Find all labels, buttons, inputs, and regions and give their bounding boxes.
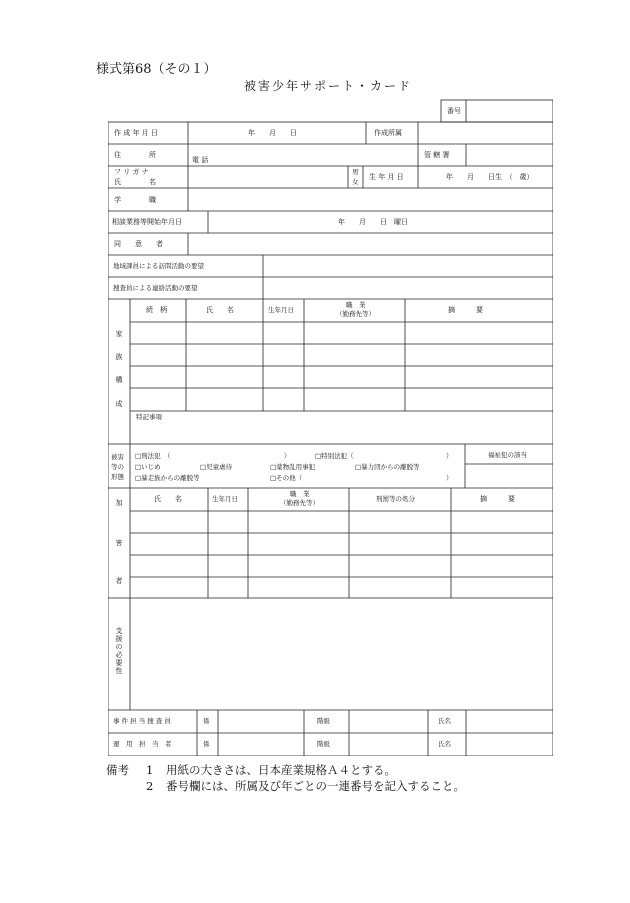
case-officer-section-field[interactable] [222,712,300,730]
name-field[interactable] [192,168,344,186]
form-title: 被害少年サポート・カード [244,79,413,93]
jurisdiction-field[interactable] [470,146,550,164]
option-other-close: ） [446,474,453,482]
welfare-label: 福祉犯の該当 [488,451,527,459]
family-col-name: 氏 名 [206,306,234,314]
family-col-birth: 生年月日 [268,306,294,314]
family-col-remarks: 摘 要 [448,306,483,314]
address-field[interactable] [192,146,414,164]
option-drug[interactable]: □薬物乱用事犯 [270,463,316,471]
birth-field[interactable]: 年 月 日生 （ 歳） [446,173,534,181]
perp-col-name: 氏 名 [154,495,182,503]
operator-section-field[interactable] [222,735,300,753]
damage-side-3: 形態 [111,473,124,481]
case-officer-name-field[interactable] [470,712,550,730]
birth-label: 生 年 月 日 [369,173,404,181]
visit-request-label: 地域課員による訪問活動の要望 [113,262,204,270]
note-2-number: 2 [146,779,154,793]
option-bullying[interactable]: □いじめ [135,463,161,471]
case-officer-rank-field[interactable] [353,712,425,730]
support-side-3: の [115,643,123,651]
created-date-label: 作 成 年 月 日 [114,129,158,137]
contact-request-field[interactable] [267,279,550,297]
contact-request-label: 捜査員による連絡活動の要望 [113,284,198,292]
number-label: 番号 [447,107,461,115]
case-officer-label: 事 件 担 当 捜 査 員 [113,717,171,725]
school-field[interactable] [192,190,550,208]
support-card-form [108,98,553,756]
family-col-job-sub: （勤務先等） [336,310,375,318]
operator-section-label: 係 [203,740,210,748]
family-side-4: 成 [115,400,123,408]
created-date-field[interactable]: 年 月 日 [248,129,297,137]
furigana-label: フ リ ガ ナ [114,168,149,176]
notes-head: 備考 [106,763,129,777]
consult-start-label: 相談業務等開始年月日 [112,218,182,226]
jurisdiction-label: 管 轄 署 [424,151,450,159]
family-side-2: 族 [115,353,123,361]
created-dept-field[interactable] [422,124,550,142]
visit-request-field[interactable] [267,257,550,275]
perp-side-1: 加 [115,499,123,507]
consult-start-field[interactable]: 年 月 日 曜日 [338,218,408,226]
support-side-6: 性 [115,667,123,675]
perp-side-3: 者 [115,577,123,585]
support-side-4: 必 [115,651,123,659]
perp-col-birth: 生年月日 [212,495,238,503]
option-special-law[interactable]: □特別法犯（ [315,452,354,460]
welfare-field[interactable] [468,466,550,486]
perp-col-remarks: 摘 要 [480,495,515,503]
family-side-1: 家 [115,330,123,338]
option-abuse[interactable]: □児童虐待 [200,463,233,471]
option-gang[interactable]: □暴力団からの離脱等 [355,463,420,471]
note-2: 番号欄には、所属及び年ごとの一連番号を記入すること。 [166,779,465,793]
perp-col-job-sub: （勤務先等） [280,499,319,507]
support-side-2: 援 [115,635,123,643]
family-notes-label: 特記事項 [136,413,162,421]
support-side-1: 支 [115,627,123,635]
damage-side-1: 被害 [111,453,124,461]
operator-rank-field[interactable] [353,735,425,753]
option-other[interactable]: □その他（ [270,474,303,482]
operator-name-label: 氏名 [438,740,451,748]
support-side-5: 要 [115,659,123,667]
damage-side-2: 等の [111,463,124,471]
case-officer-section-label: 係 [203,717,210,725]
note-1-number: 1 [146,763,154,777]
perp-side-2: 害 [115,539,123,547]
family-col-job: 職 業 [346,301,366,309]
option-criminal[interactable]: □刑法犯 （ [135,452,171,460]
family-col-relation: 続 柄 [146,306,167,314]
support-need-field[interactable] [134,602,550,706]
consent-field[interactable] [192,235,550,253]
name-label: 氏 名 [114,178,156,186]
phone-label: 電 話 [192,156,209,164]
operator-rank-label: 階級 [317,740,330,748]
operator-label: 運 用 担 当 者 [113,740,172,748]
family-side-3: 構 [115,376,123,384]
option-criminal-close: ） [284,452,291,460]
school-label: 学 職 [114,196,156,204]
form-number: 様式第68（その１） [96,62,217,77]
address-label: 住 所 [114,151,156,159]
operator-name-field[interactable] [470,735,550,753]
case-officer-rank-label: 階級 [317,717,330,725]
sex-male[interactable]: 男 [352,168,359,176]
sex-female[interactable]: 女 [352,178,359,186]
perp-col-job: 職 業 [290,490,310,498]
perp-col-punishment: 刑罰等の処分 [376,495,415,503]
note-1: 用紙の大きさは、日本産業規格Ａ４とする。 [166,763,396,777]
option-biker[interactable]: □暴走族からの離脱等 [135,474,200,482]
number-field[interactable] [470,102,550,120]
case-officer-name-label: 氏名 [438,717,451,725]
consent-label: 同 意 者 [114,240,163,248]
option-special-close: ） [446,452,453,460]
created-dept-label: 作成所属 [374,129,402,137]
